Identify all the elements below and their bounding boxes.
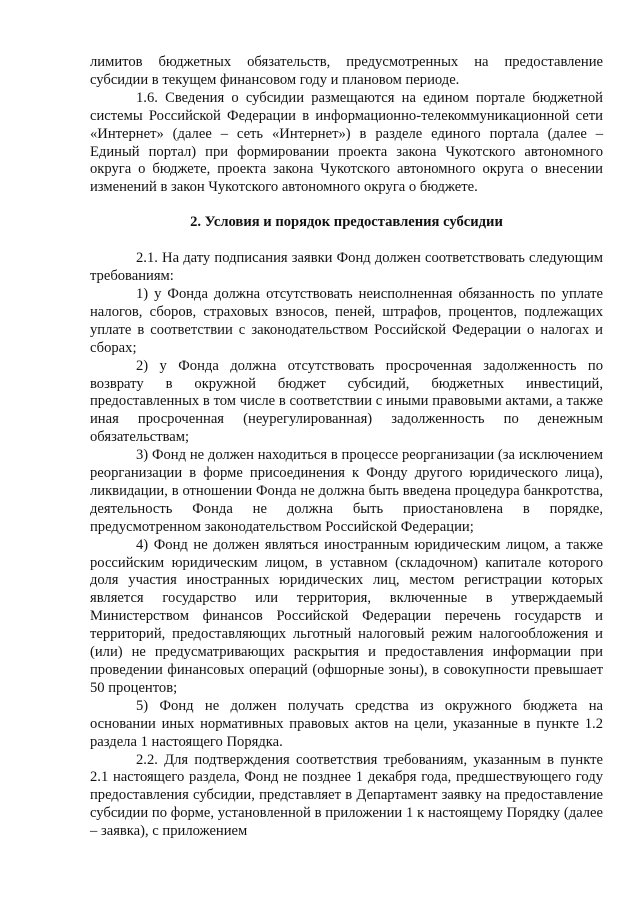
paragraph-intro: лимитов бюджетных обязательств, предусмотренных на предоставление субсидии в текущем финансовом году и плановом периоде. bbox=[90, 54, 603, 88]
requirement-1: 1) у Фонда должна отсутствовать неисполненная обязанность по уплате налогов, сборов, страховых взносов, пеней, штрафов, процентов, подлежащих уплате в соответствии с законодательством Российской Федерации о налогах и сборах; bbox=[90, 285, 603, 356]
requirement-3: 3) Фонд не должен находиться в процессе реорганизации (за исключением реорганизации в форме присоединения к Фонду другого юридического лица), ликвидации, в отношении Фонда не должна быть введена процедура банкротства, деятельность Фонда не должна быть приостановлена в порядке, предусмотренном законодательством Российской Федерации; bbox=[90, 447, 603, 535]
requirement-4: 4) Фонд не должен являться иностранным юридическим лицом, а также российским юридическим лицом, в уставном (складочном) капитале которого доля участия иностранных юридических лиц, местом регистрации которых является государство или территория, включенные в утверждаемый Министерством финансов Российской Федерации перечень государств и территорий, предоставляющих льготный налоговый режим налогообложения и (или) не предусматривающих раскрытия и предоставления информации при проведении финансовых операций (офшорные зоны), в совокупности превышает 50 процентов; bbox=[90, 536, 603, 696]
paragraph-1-6: 1.6. Сведения о субсидии размещаются на едином портале бюджетной системы Российской Федерации в информационно-телекоммуникационной сети «Интернет» (далее – сеть «Интернет») в разделе единого портала (далее – Единый портал) при формировании проекта закона Чукотского автономного округа о бюджете, проекта закона Чукотского автономного округа о внесении изменений в закон Чукотского автономного округа о бюджете. bbox=[90, 89, 603, 196]
document-page bbox=[90, 54, 603, 841]
requirement-5: 5) Фонд не должен получать средства из окружного бюджета на основании иных нормативных правовых актов на цели, указанные в пункте 1.2 раздела 1 настоящего Порядка. bbox=[90, 697, 603, 750]
requirement-2: 2) у Фонда должна отсутствовать просроченная задолженность по возврату в окружной бюджет субсидий, бюджетных инвестиций, предоставленных в том числе в соответствии с иными правовыми актами, а также иная просроченная (неурегулированная) задолженность по денежным обязательствам; bbox=[90, 357, 603, 446]
section-2-title: 2. Условия и порядок предоставления субсидии bbox=[190, 214, 503, 231]
paragraph-2-1: 2.1. На дату подписания заявки Фонд должен соответствовать следующим требованиям: bbox=[90, 250, 603, 285]
paragraph-2-2: 2.2. Для подтверждения соответствия требованиям, указанным в пункте 2.1 настоящего раздела, Фонд не позднее 1 декабря года, предшествующего году предоставления субсидии, представляет в Департамент заявку на предоставление субсидии по форме, установленной в приложении 1 к настоящему Порядку (далее – заявка), с приложением bbox=[90, 751, 603, 840]
